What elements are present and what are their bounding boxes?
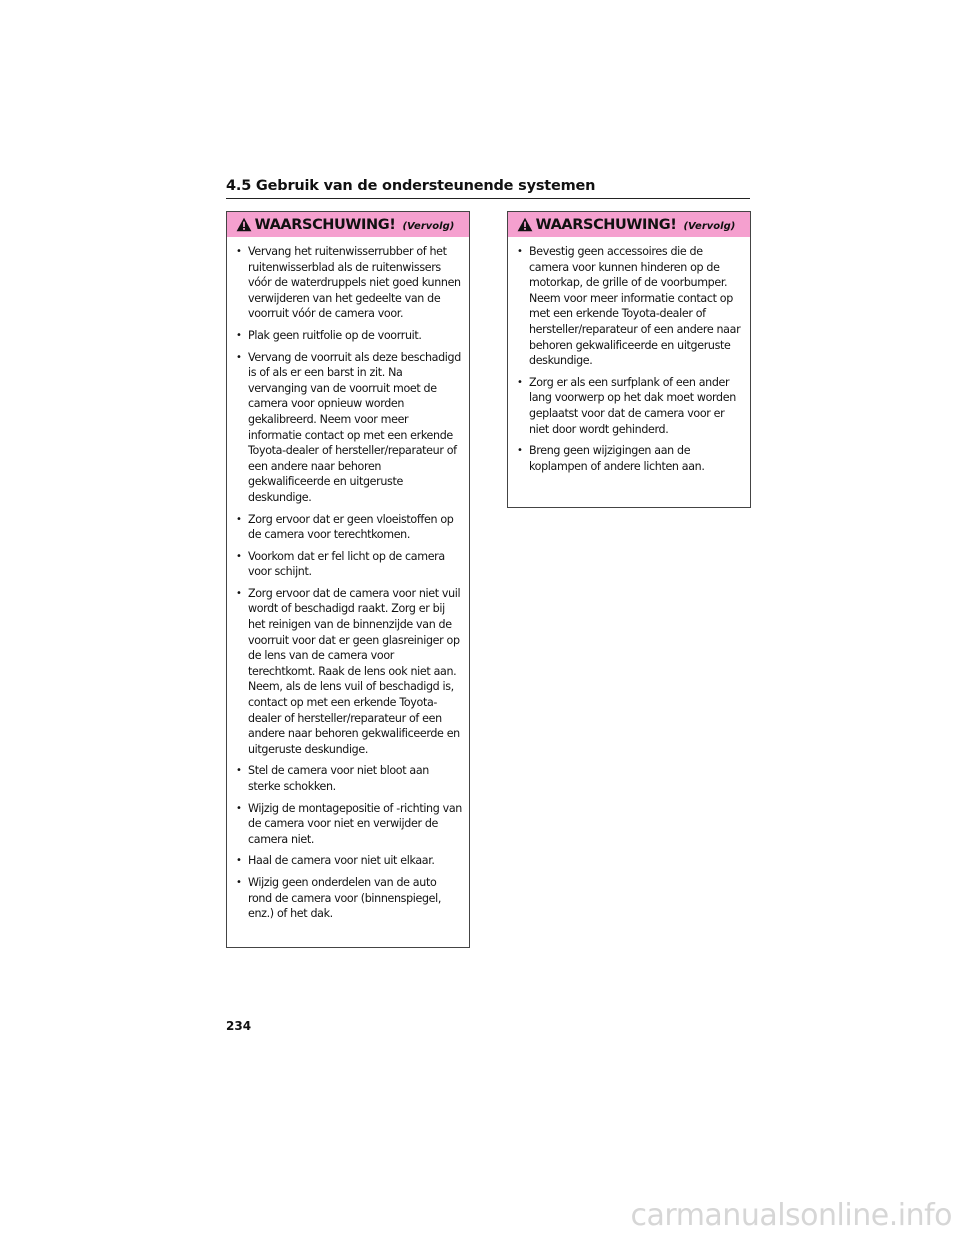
list-item: • Vervang de voorruit als deze beschadigd is of als er een barst in zit. Na vervanging van de voorruit moet de camera voor opnieuw worden gekalibreerd. Neem voor meer informatie contact op met een erkende Toyota-dealer of hersteller/reparateur of een andere naar behoren gekwalificeerde en uitgeruste deskundige. [233, 350, 463, 506]
list-item: • Haal de camera voor niet uit elkaar. [233, 853, 463, 869]
list-item: • Stel de camera voor niet bloot aan sterke schokken. [233, 763, 463, 794]
page-number: 234 [226, 1019, 252, 1033]
warning-continued-label: (Vervolg) [683, 220, 736, 232]
warning-continued-label: (Vervolg) [402, 220, 455, 232]
warning-title: WAARSCHUWING! [535, 216, 677, 233]
list-item: • Bevestig geen accessoires die de camera voor kunnen hinderen op de motorkap, de grille of de voorbumper. Neem voor meer informatie contact op met een erkende Toyota-dealer of hersteller/reparateur of een andere naar behoren gekwalificeerde en uitgeruste deskundige. [514, 244, 744, 369]
watermark: carmanualsonline.info [630, 1198, 952, 1233]
warning-box-right [507, 211, 751, 508]
list-item: • Zorg ervoor dat er geen vloeistoffen op de camera voor terechtkomen. [233, 512, 463, 543]
warning-list [227, 237, 469, 922]
warning-header [508, 212, 750, 237]
list-item: • Wijzig geen onderdelen van de auto rond de camera voor (binnenspiegel, enz.) of het dak. [233, 875, 463, 922]
list-item: • Plak geen ruitfolie op de voorruit. [233, 328, 463, 344]
warning-box-left [226, 211, 470, 948]
list-item: • Voorkom dat er fel licht op de camera voor schijnt. [233, 549, 463, 580]
warning-triangle-icon [236, 217, 252, 232]
warning-title: WAARSCHUWING! [254, 216, 396, 233]
warning-triangle-icon [517, 217, 533, 232]
list-item: • Wijzig de montagepositie of -richting van de camera voor niet en verwijder de camera niet. [233, 801, 463, 848]
list-item: • Zorg ervoor dat de camera voor niet vuil wordt of beschadigd raakt. Zorg er bij het reinigen van de binnenzijde van de voorruit voor dat er geen glasreiniger op de lens van de camera voor terechtkomt. Raak de lens ook niet aan. Neem, als de lens vuil of beschadigd is, contact op met een erkende Toyota-dealer of hersteller/reparateur of een andere naar behoren gekwalificeerde en uitgeruste deskundige. [233, 586, 463, 758]
list-item: • Zorg er als een surfplank of een ander lang voorwerp op het dak moet worden geplaatst voor dat de camera voor er niet door wordt gehinderd. [514, 375, 744, 437]
warning-list [508, 237, 750, 474]
list-item: • Breng geen wijzigingen aan de koplampen of andere lichten aan. [514, 443, 744, 474]
section-title: 4.5 Gebruik van de ondersteunende systemen [226, 178, 750, 199]
list-item: • Vervang het ruitenwisserrubber of het ruitenwisserblad als de ruitenwissers vóór de waterdruppels niet goed kunnen verwijderen van het gedeelte van de voorruit vóór de camera voor. [233, 244, 463, 322]
warning-header [227, 212, 469, 237]
